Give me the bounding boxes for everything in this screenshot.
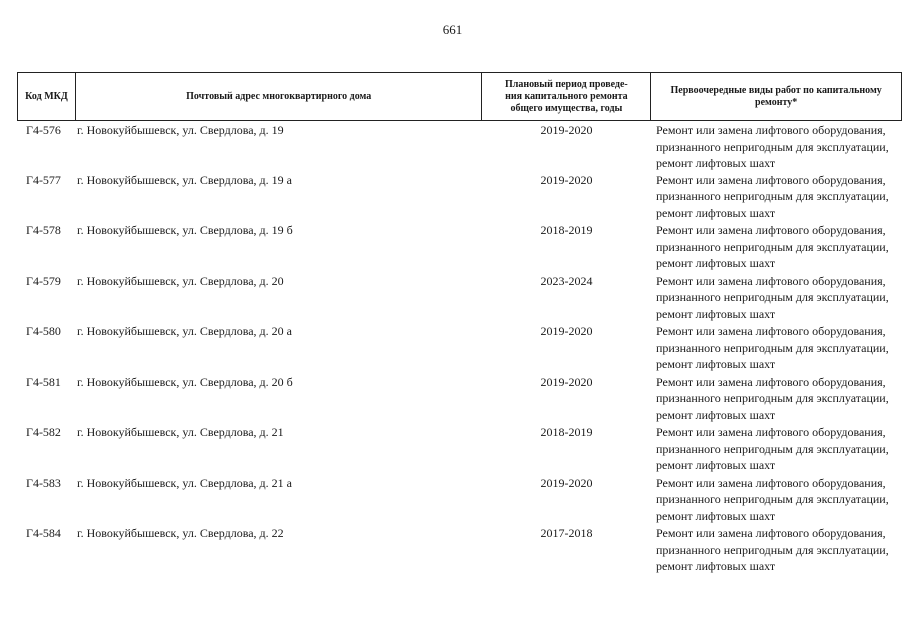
cell-works-line: Ремонт или замена лифтового оборудования, (656, 123, 886, 137)
table-row (17, 222, 902, 273)
cell-code: Г4-581 (26, 374, 61, 389)
cell-works-line: ремонт лифтовых шахт (656, 357, 776, 371)
cell-works (651, 273, 902, 324)
cell-works (651, 172, 902, 223)
cell-period: 2019-2020 (540, 475, 593, 490)
cell-works-line: Ремонт или замена лифтового оборудования, (656, 273, 886, 288)
header-period (482, 73, 651, 120)
cell-works-line: ремонт лифтовых шахт (656, 156, 776, 170)
cell-address: г. Новокуйбышевск, ул. Свердлова, д. 20 б (77, 374, 293, 389)
cell-address: г. Новокуйбышевск, ул. Свердлова, д. 21 (77, 425, 284, 439)
cell-code: Г4-584 (26, 526, 61, 540)
cell-code: Г4-578 (26, 223, 61, 237)
header-address: Почтовый адрес многоквартирного дома (76, 73, 483, 120)
header-period-line: Плановый период проведе- (504, 78, 628, 90)
cell-works (651, 121, 902, 172)
cell-works (651, 525, 902, 576)
cell-code: Г4-580 (26, 324, 61, 338)
cell-works (651, 323, 902, 374)
cell-works-line: признанного непригодным для эксплуатации, (656, 441, 889, 456)
cell-period: 2018-2019 (540, 425, 593, 439)
cell-period: 2017-2018 (540, 526, 593, 540)
cell-period: 2019-2020 (540, 324, 593, 338)
cell-period: 2018-2019 (540, 223, 593, 237)
cell-code: Г4-583 (26, 475, 61, 490)
cell-works-line: ремонт лифтовых шахт (656, 205, 776, 220)
table-row (17, 273, 902, 324)
table-row (17, 525, 902, 576)
cell-period: 2019-2020 (540, 374, 593, 389)
table-row (17, 475, 902, 526)
header-period-line: ния капитального ремонта (505, 90, 628, 102)
table-row (17, 323, 902, 374)
cell-works-line: ремонт лифтовых шахт (656, 256, 776, 270)
table-row (17, 172, 902, 223)
cell-code: Г4-582 (26, 425, 61, 439)
cell-address: г. Новокуйбышевск, ул. Свердлова, д. 19 а (77, 172, 292, 187)
cell-period: 2019-2020 (540, 123, 593, 137)
table-row (17, 121, 902, 172)
cell-works-line: ремонт лифтовых шахт (656, 407, 776, 422)
cell-works (651, 222, 902, 273)
header-period-line: общего имущества, годы (510, 102, 623, 114)
cell-works-line: признанного непригодным для эксплуатации, (656, 492, 889, 506)
header-works (651, 73, 902, 120)
cell-address: г. Новокуйбышевск, ул. Свердлова, д. 20 а (77, 324, 292, 338)
table-row (17, 374, 902, 425)
cell-address: г. Новокуйбышевск, ул. Свердлова, д. 21 а (77, 475, 292, 490)
cell-works-line: признанного непригодным для эксплуатации, (656, 189, 889, 203)
header-code: Код МКД (18, 73, 76, 120)
table-header (17, 72, 902, 121)
cell-works-line: Ремонт или замена лифтового оборудования, (656, 475, 886, 490)
cell-works-line: Ремонт или замена лифтового оборудования, (656, 425, 886, 439)
cell-works (651, 475, 902, 526)
cell-code: Г4-576 (26, 123, 61, 137)
cell-address: г. Новокуйбышевск, ул. Свердлова, д. 19 б (77, 223, 293, 237)
cell-works-line: признанного непригодным для эксплуатации, (656, 340, 889, 355)
cell-period: 2019-2020 (540, 172, 593, 187)
cell-address: г. Новокуйбышевск, ул. Свердлова, д. 20 (77, 273, 284, 288)
cell-works-line: признанного непригодным для эксплуатации, (656, 391, 889, 405)
cell-works-line: признанного непригодным для эксплуатации, (656, 542, 889, 557)
cell-works (651, 374, 902, 425)
cell-address: г. Новокуйбышевск, ул. Свердлова, д. 22 (77, 526, 284, 540)
cell-works (651, 424, 902, 475)
cell-works-line: признанного непригодным для эксплуатации, (656, 290, 889, 304)
header-works-line: ремонту* (755, 96, 798, 108)
cell-works-line: Ремонт или замена лифтового оборудования, (656, 172, 886, 187)
cell-code: Г4-579 (26, 273, 61, 288)
cell-works-line: Ремонт или замена лифтового оборудования, (656, 223, 886, 237)
cell-code: Г4-577 (26, 172, 61, 187)
table-body (17, 121, 902, 576)
cell-address: г. Новокуйбышевск, ул. Свердлова, д. 19 (77, 123, 284, 137)
page-number: 661 (442, 22, 463, 37)
cell-works-line: ремонт лифтовых шахт (656, 458, 776, 472)
table-row (17, 424, 902, 475)
cell-works-line: признанного непригодным для эксплуатации, (656, 139, 889, 154)
cell-works-line: ремонт лифтовых шахт (656, 306, 776, 321)
cell-period: 2023-2024 (540, 273, 593, 288)
cell-works-line: ремонт лифтовых шахт (656, 559, 776, 573)
cell-works-line: признанного непригодным для эксплуатации, (656, 239, 889, 254)
cell-works-line: Ремонт или замена лифтового оборудования, (656, 526, 886, 540)
cell-works-line: Ремонт или замена лифтового оборудования, (656, 324, 886, 338)
cell-works-line: Ремонт или замена лифтового оборудования, (656, 374, 886, 389)
capital-repair-table (17, 72, 902, 576)
cell-works-line: ремонт лифтовых шахт (656, 508, 776, 523)
header-works-line: Первоочередные виды работ по капитальному (670, 84, 882, 96)
